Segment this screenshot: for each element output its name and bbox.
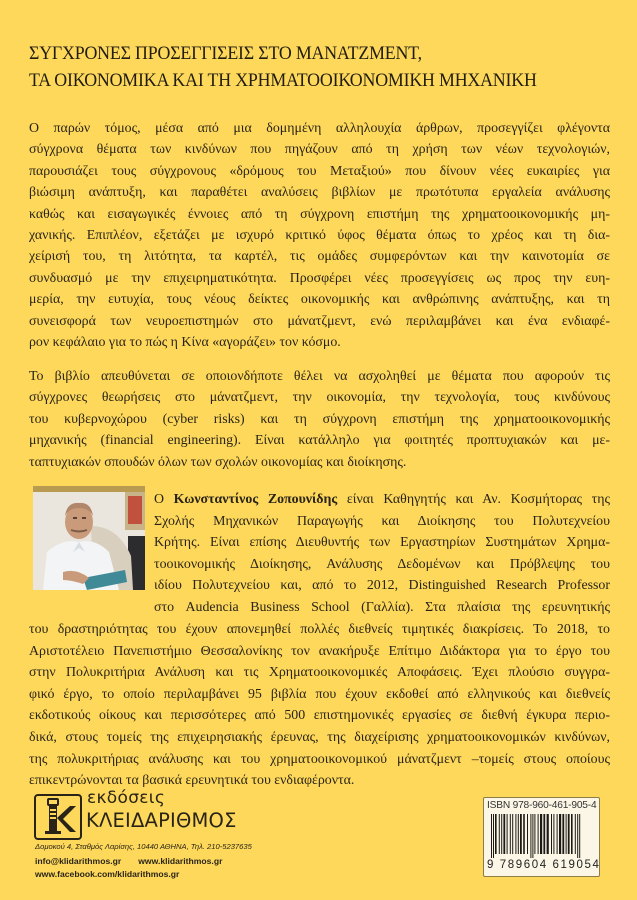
- barcode-bar: [557, 814, 558, 854]
- barcode-bar: [527, 814, 528, 854]
- text-line: φικό έργο, το οποίο περιλαμβάνει 95 βιβλία που έχουν εκδοθεί από ελληνικούς και διεθνείς: [29, 686, 610, 702]
- barcode-bar: [515, 814, 516, 854]
- text-line: συνεισφορά των νευροεπιστημών στο μάνατζμεντ, ενώ περιλαμβάνει και ένα ενδιαφέ-: [29, 313, 610, 329]
- text-line: βιώσιμη ανάπτυξη, και παραθέτει αναλύσεις βιβλίων με πρωτότυπα εργαλεία ανάλυσης: [29, 185, 610, 201]
- publisher-name: ΚΛΕΙΔΑΡΙΘΜΟΣ: [86, 809, 237, 832]
- text-line: δικά, στους τομείς της επιχειρησιακής έρευνας, της διαχείρισης χρηματοοικονομικών κινδύνων,: [29, 729, 610, 745]
- barcode-bar: [523, 814, 525, 854]
- publisher-facebook-link[interactable]: www.facebook.com/klidarithmos.gr: [35, 869, 180, 879]
- text-line: χείρισή του, τη λιτότητα, τα καρτέλ, τις ομάδες συμφερόντων και την καινοτομία σε: [29, 249, 610, 265]
- description-paragraph-2: [29, 366, 610, 473]
- barcode-bar: [562, 814, 564, 854]
- barcode-bar: [577, 814, 578, 858]
- text-line: Το βιβλίο απευθύνεται σε οποιονδήποτε θέλει να ασχοληθεί με θέματα που αφορούν τις: [29, 369, 610, 384]
- barcode-bar: [540, 814, 542, 854]
- text-line: Σχολής Μηχανικών Παραγωγής και Διοίκησης του Πολυτεχνείου: [154, 513, 610, 529]
- publisher-email-link[interactable]: info@klidarithmos.gr: [35, 856, 122, 866]
- title-line-2: ΤΑ ΟΙΚΟΝΟΜΙΚΑ ΚΑΙ ΤΗ ΧΡΗΜΑΤΟΟΙΚΟΝΟΜΙΚΗ ΜΗΧΑΝΙΚΗ: [29, 70, 537, 91]
- text-line: Ο παρών τόμος, μέσα από μια δομημένη αλληλουχία άρθρων, προσεγγίζει φλέγοντα: [29, 121, 610, 136]
- text-line: τοοικονομικής Διοίκησης, Ανάλυσης Δεδομένων και Πρόβλεψης του: [154, 556, 610, 572]
- author-bio-beside-photo: [154, 489, 610, 619]
- barcode-bar: [532, 814, 533, 858]
- barcode-bar: [551, 814, 552, 854]
- publisher-logo-key-icon: [34, 794, 82, 840]
- barcode-bar: [493, 814, 494, 858]
- bio-lead: Ο: [154, 492, 174, 507]
- text-line: στο Audencia Business School (Γαλλία). Στα πλαίσια της ερευνητικής: [154, 599, 610, 615]
- isbn-label: ISBN 978-960-461-905-4: [487, 800, 597, 811]
- barcode-bar: [491, 814, 492, 858]
- author-bio-full-width: [29, 619, 610, 792]
- description-paragraph-1: [29, 118, 610, 353]
- text-line: του κυβερνοχώρου (cyber risks) και τη σύγχρονη επιστήμη της χρηματοοικονομικής: [29, 411, 610, 427]
- text-line: Κρήτης. Είναι επίσης Διευθυντής των Εργαστηρίων Συστημάτων Χρημα-: [154, 535, 610, 551]
- text-line: στην Πολυκριτήρια Ανάλυση και τις Χρηματοοικονομικές Αποφάσεις. Έχει πλούσιο συγγρα-: [29, 665, 610, 681]
- text-line: μερία, την ευτυχία, τους νέους δείκτες οικονομικής και ανθρώπινης ανάπτυξης, και τη: [29, 292, 610, 308]
- barcode-bar: [553, 814, 554, 854]
- author-photo: [33, 486, 145, 590]
- text-line: επικεντρώνονται τα βασικά ερευνητικά του ενδιαφέροντα.: [29, 773, 355, 789]
- barcode-bar: [547, 814, 549, 854]
- barcode-bar: [566, 814, 567, 854]
- text-line: καθώς και εισαγωγικές έννοιες από τη σύγχρονη επιστήμη της χρηματοοικονομικής μη-: [29, 206, 610, 222]
- barcode-bar: [520, 814, 522, 854]
- text-line: σύγχρονα θέματα των κινδύνων που πηγάζουν από τη χρήση των νέων τεχνολογιών,: [29, 142, 610, 158]
- barcode-bar: [534, 814, 535, 854]
- isbn-barcode: [483, 797, 600, 877]
- barcode-bar: [507, 814, 508, 854]
- text-line: σύγχρονες θεωρήσεις στο μάνατζμεντ, την οικονομία, την τεχνολογία, τους κινδύνους: [29, 390, 610, 406]
- barcode-bar: [501, 814, 502, 854]
- barcode-bar: [543, 814, 545, 854]
- text-line: παρουσιάζει τους σύγχρονους «δρόμους του Μεταξιού» που δίνουν νέες ευκαιρίες για: [29, 163, 610, 179]
- text-line: Αριστοτέλειο Πανεπιστήμιο Θεσσαλονίκης τον ανακήρυξε Επίτιμο Διδάκτορα για το έργο του: [29, 643, 610, 659]
- ean-digits: 9 789604 619054: [487, 859, 601, 871]
- barcode-bar: [495, 814, 497, 854]
- title-line-1: ΣΥΓΧΡΟΝΕΣ ΠΡΟΣΕΓΓΙΣΕΙΣ ΣΤΟ ΜΑΝΑΤΖΜΕΝΤ,: [29, 43, 422, 64]
- barcode-bar: [575, 814, 576, 854]
- publisher-label: εκδόσεις: [87, 788, 166, 808]
- bio-first-line: [154, 489, 610, 511]
- text-line: του δραστηριότητας του έχουν απονεμηθεί πολλές διεθνείς τιμητικές διακρίσεις. Το 2018, το: [29, 622, 610, 637]
- text-line: ρον κεφάλαιο για το πώς η Κίνα «αγοράζει» τον κόσμο.: [29, 334, 341, 350]
- publisher-address: Δομοκού 4, Σταθμός Λαρίσης, 10440 ΑΘΗΝΑ, Τηλ. 210-5237635: [35, 842, 252, 851]
- barcode-bar: [512, 814, 513, 854]
- text-line: ταπτυχιακών σπουδών όλων των σχολών οικονομίας και διοίκησης.: [29, 454, 407, 470]
- barcode-bar: [518, 814, 519, 854]
- text-line: εκδοτικούς οίκους και περισσότερες από 500 επιστημονικές εργασίες σε διεθνή έγκυρα περιο-: [29, 708, 610, 724]
- text-line: της πολυκριτήριας ανάλυσης και του χρηματοοικονομικού μάνατζμεντ –τομείς στους οποίους: [29, 751, 610, 767]
- text-line: συνδυασμό με την επιχειρηματικότητα. Προσφέρει νέες προσεγγίσεις ως προς την ευη-: [29, 270, 610, 286]
- text-line: ιδίου Πολυτεχνείου και, από το 2012, Distinguished Research Professor: [154, 578, 610, 594]
- author-name: Κωνσταντίνος Ζοπουνίδης: [173, 492, 338, 507]
- text-line: μηχανικής (financial engineering). Είναι κατάλληλο για φοιτητές προπτυχιακών και με-: [29, 433, 610, 449]
- book-title: [29, 40, 578, 94]
- barcode-bar: [571, 814, 573, 854]
- publisher-contacts: [35, 856, 222, 882]
- barcode-bar: [538, 814, 539, 854]
- barcode-bar: [510, 814, 511, 854]
- barcode-bar: [499, 814, 500, 854]
- barcode-bar: [530, 814, 531, 858]
- barcode-bars: [490, 814, 593, 858]
- text-line: χανικής. Επιπλέον, εξετάζει με ισχυρό κριτικό ύφος θέματα όπως το χρέος και τη δια-: [29, 227, 610, 243]
- bio-first-line-rest: είναι Καθηγητής και Αν. Κοσμήτορας της: [337, 492, 610, 507]
- barcode-bar: [568, 814, 570, 854]
- barcode-bar: [503, 814, 505, 854]
- publisher-website-link[interactable]: www.klidarithmos.gr: [138, 856, 223, 866]
- barcode-bar: [579, 814, 580, 858]
- barcode-bar: [559, 814, 561, 854]
